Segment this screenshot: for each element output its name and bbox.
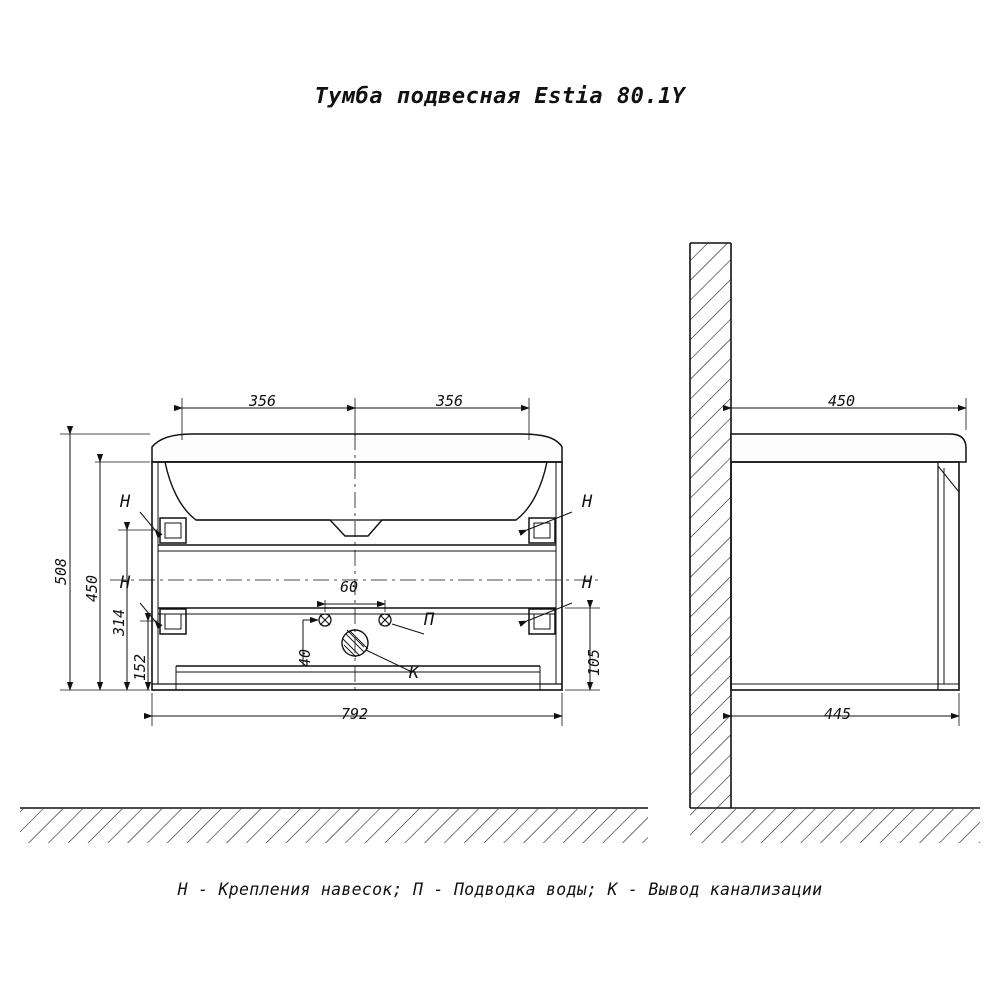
wall-hatching (690, 243, 731, 808)
ground-hatching-left (20, 808, 648, 843)
marker-bracket-top-left: Н (120, 492, 131, 512)
marker-water-supply: П (424, 610, 435, 630)
dim-cabinet-height: 450 (83, 574, 101, 602)
dim-top-right-span: 356 (436, 392, 464, 410)
dim-plinth-height: 105 (585, 648, 603, 676)
marker-bracket-bottom-right: Н (582, 573, 593, 593)
dim-water-supply-spacing: 60 (340, 578, 359, 596)
marker-bracket-top-right: Н (582, 492, 593, 512)
legend-text: Н - Крепления навесок; П - Подводка воды; К - Вывод канализации (177, 880, 823, 899)
dim-top-left-span: 356 (249, 392, 277, 410)
dim-overall-height: 508 (52, 557, 70, 585)
side-view-group (731, 398, 966, 726)
marker-sewer-outlet: К (409, 663, 420, 683)
dim-lower-bracket-height: 152 (131, 653, 149, 681)
page-title: Тумба подвесная Estia 80.1Y (314, 84, 686, 109)
marker-bracket-bottom-left: Н (120, 573, 131, 593)
dim-overall-width: 792 (341, 705, 369, 723)
ground-hatching-right (690, 808, 980, 843)
dim-countertop-depth: 450 (828, 392, 856, 410)
dim-cabinet-depth: 445 (824, 705, 852, 723)
dim-upper-bracket-height: 314 (110, 608, 128, 636)
dim-drain-offset: 40 (296, 648, 314, 667)
